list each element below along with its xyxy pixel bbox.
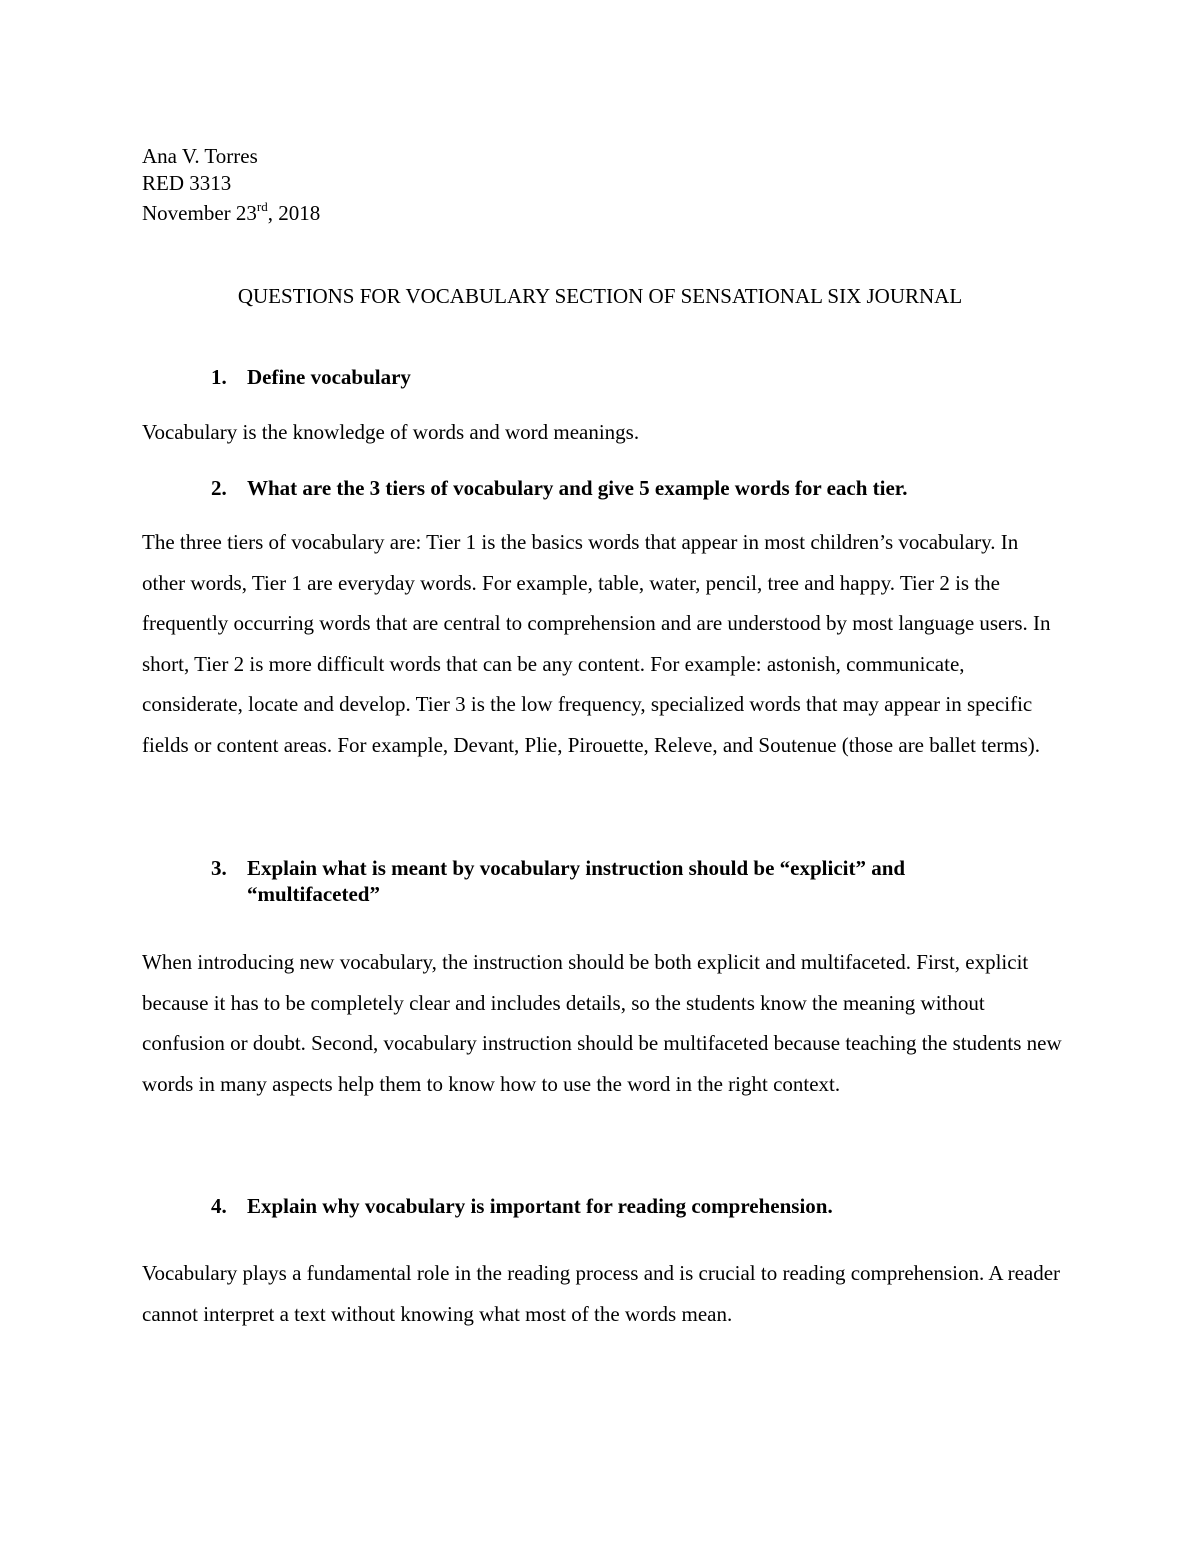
date-ordinal-suffix: rd (256, 199, 268, 214)
date-main: November 23 (142, 201, 257, 225)
question-heading (211, 364, 1011, 390)
question-number: 1. (211, 365, 227, 389)
question-number: 3. (211, 856, 227, 880)
question-text: Explain what is meant by vocabulary instruction should be “explicit” and “multifaceted” (247, 856, 906, 906)
question-text: What are the 3 tiers of vocabulary and give 5 example words for each tier. (247, 476, 908, 500)
question-text: Define vocabulary (247, 365, 411, 389)
course-code: RED 3313 (142, 171, 232, 195)
question-heading (211, 855, 1001, 907)
author-name: Ana V. Torres (142, 144, 258, 168)
date-year: , 2018 (267, 201, 321, 225)
question-heading (211, 475, 1011, 501)
answer-paragraph: When introducing new vocabulary, the instruction should be both explicit and multifaceted. First, explicit because it has to be completely clear and includes details, so the students know the meaning without confusion or doubt. Second, vocabulary instruction should be multifaceted because teaching the students new words in many aspects help them to know how to use the word in the right context. (142, 950, 1062, 1096)
answer-paragraph: The three tiers of vocabulary are: Tier 1 is the basics words that appear in most children’s vocabulary. In other words, Tier 1 are everyday words. For example, table, water, pencil, tree and happy. Tier 2 is the frequently occurring words that are central to comprehension and are understood by most language users. In short, Tier 2 is more difficult words that can be any content. For example: astonish, communicate, considerate, locate and develop. Tier 3 is the low frequency, specialized words that may appear in specific fields or content areas. For example, Devant, Plie, Pirouette, Releve, and Soutenue (those are ballet terms). (142, 530, 1051, 757)
question-number: 4. (211, 1194, 227, 1218)
document-title: QUESTIONS FOR VOCABULARY SECTION OF SENSATIONAL SIX JOURNAL (237, 284, 963, 308)
question-text: Explain why vocabulary is important for reading comprehension. (247, 1194, 833, 1218)
question-heading (211, 1193, 1011, 1219)
date-line (142, 200, 320, 226)
answer-paragraph: Vocabulary plays a fundamental role in the reading process and is crucial to reading comprehension. A reader cannot interpret a text without knowing what most of the words mean. (142, 1261, 1061, 1326)
answer-paragraph: Vocabulary is the knowledge of words and word meanings. (142, 420, 640, 444)
question-number: 2. (211, 476, 227, 500)
